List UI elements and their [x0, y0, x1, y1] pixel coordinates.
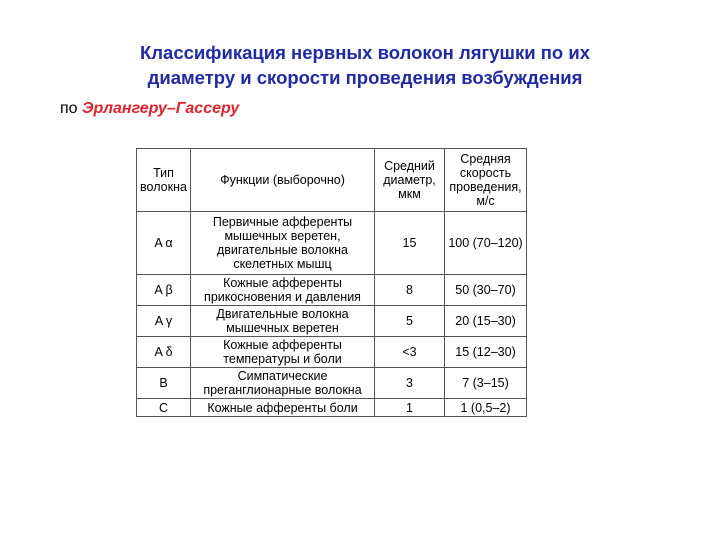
- table-row: [137, 275, 527, 306]
- cell-speed: 1 (0,5–2): [445, 399, 527, 417]
- table-row: [137, 337, 527, 368]
- header-type: Тип волокна: [137, 149, 191, 212]
- header-diameter: Средний диаметр, мкм: [375, 149, 445, 212]
- cell-diameter: 8: [375, 275, 445, 306]
- cell-diameter: 1: [375, 399, 445, 417]
- cell-type: C: [137, 399, 191, 417]
- cell-diameter: 15: [375, 212, 445, 275]
- cell-functions: Двигательные волокна мышечных веретен: [191, 306, 375, 337]
- cell-diameter: 5: [375, 306, 445, 337]
- cell-type: A δ: [137, 337, 191, 368]
- cell-speed: 50 (30–70): [445, 275, 527, 306]
- fiber-classification-table: [136, 148, 527, 417]
- slide-title: [60, 40, 670, 90]
- cell-functions: Кожные афференты температуры и боли: [191, 337, 375, 368]
- title-line-1: Классификация нервных волокон лягушки по их: [139, 42, 591, 63]
- subtitle: [60, 99, 239, 119]
- subtitle-prefix: по: [60, 100, 83, 117]
- cell-type: A α: [137, 212, 191, 275]
- cell-speed: 7 (3–15): [445, 368, 527, 399]
- table-header-row: [137, 149, 527, 212]
- cell-diameter: <3: [375, 337, 445, 368]
- cell-functions: Кожные афференты боли: [191, 399, 375, 417]
- header-functions: Функции (выборочно): [191, 149, 375, 212]
- table-row: [137, 368, 527, 399]
- cell-functions: Кожные афференты прикосновения и давления: [191, 275, 375, 306]
- cell-type: B: [137, 368, 191, 399]
- subtitle-author: Эрлангеру–Гассеру: [82, 100, 240, 117]
- cell-functions: Первичные афференты мышечных веретен, двигательные волокна скелетных мышц: [191, 212, 375, 275]
- cell-speed: 20 (15–30): [445, 306, 527, 337]
- cell-type: A β: [137, 275, 191, 306]
- table-row: [137, 306, 527, 337]
- cell-diameter: 3: [375, 368, 445, 399]
- table-row: [137, 212, 527, 275]
- header-speed: Средняя скорость проведения, м/с: [445, 149, 527, 212]
- title-line-2: диаметру и скорости проведения возбуждения: [147, 67, 583, 88]
- cell-type: A γ: [137, 306, 191, 337]
- cell-functions: Симпатические преганглионарные волокна: [191, 368, 375, 399]
- cell-speed: 15 (12–30): [445, 337, 527, 368]
- table-row: [137, 399, 527, 417]
- cell-speed: 100 (70–120): [445, 212, 527, 275]
